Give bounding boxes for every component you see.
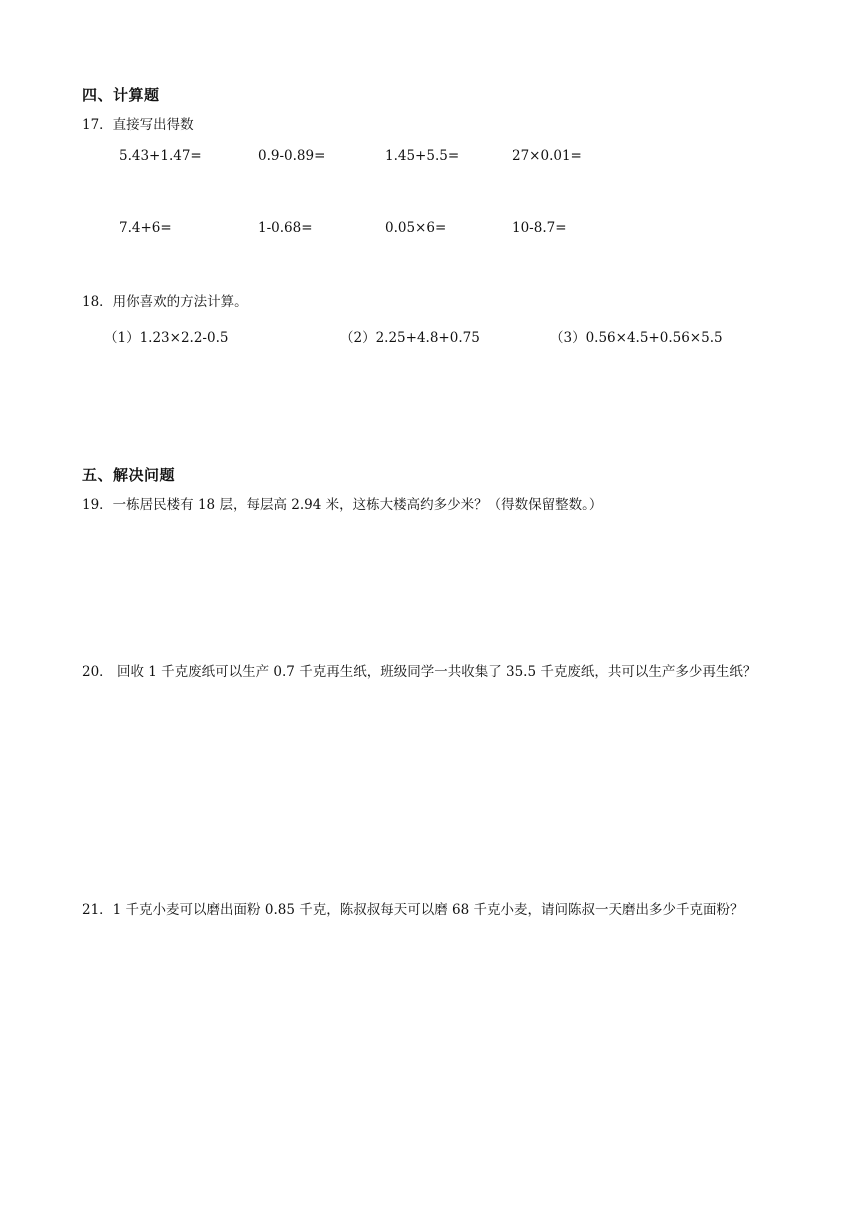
q17-expression: 10-8.7=	[512, 220, 567, 236]
q17-expression: 27×0.01=	[512, 148, 582, 164]
q17-expression: 0.9-0.89=	[258, 148, 326, 164]
section-4-title: 四、计算题	[82, 86, 160, 104]
q17-expression: 7.4+6=	[119, 220, 172, 236]
q18-item: （3）0.56×4.5+0.56×5.5	[550, 330, 723, 346]
q17-expression: 5.43+1.47=	[119, 148, 202, 164]
question-21: 21．1 千克小麦可以磨出面粉 0.85 千克，陈叔叔每天可以磨 68 千克小麦，请问陈叔一天磨出多少千克面粉？	[82, 902, 744, 918]
question-19: 19．一栋居民楼有 18 层，每层高 2.94 米，这栋大楼高约多少米？（得数保留整数。）	[82, 497, 603, 513]
q17-expression: 1-0.68=	[258, 220, 313, 236]
q18-item: （1）1.23×2.2-0.5	[104, 330, 229, 346]
q18-item: （2）2.25+4.8+0.75	[340, 330, 480, 346]
question-20: 20． 回收 1 千克废纸可以生产 0.7 千克再生纸，班级同学一共收集了 35.5 千克废纸，共可以生产多少再生纸？	[82, 664, 757, 680]
question-17-stem: 17．直接写出得数	[82, 117, 194, 133]
q17-expression: 0.05×6=	[385, 220, 447, 236]
q17-expression: 1.45+5.5=	[385, 148, 460, 164]
question-18-stem: 18．用你喜欢的方法计算。	[82, 294, 248, 310]
section-5-title: 五、解决问题	[82, 466, 176, 484]
